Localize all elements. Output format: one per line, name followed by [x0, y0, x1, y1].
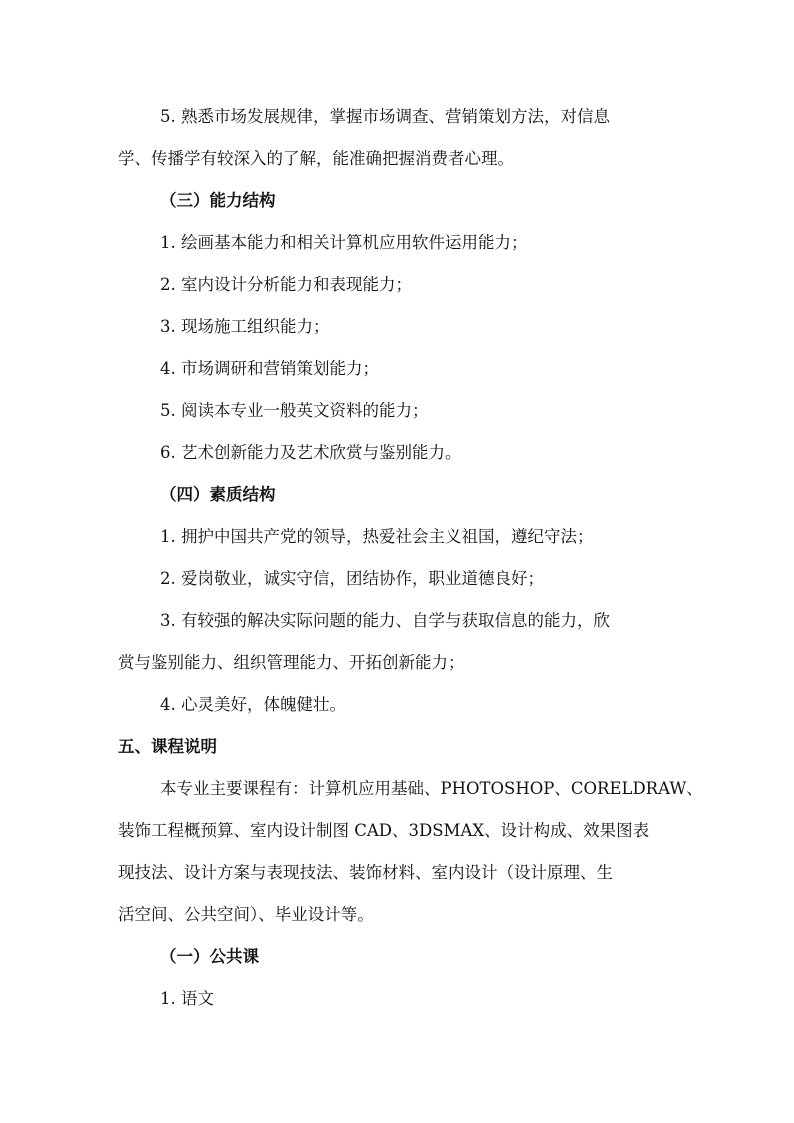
list-item: 3. 有较强的解决实际问题的能力、自学与获取信息的能力，欣: [160, 611, 610, 630]
list-item: 3. 现场施工组织能力；: [160, 317, 330, 336]
chapter-heading: 五、课程说明: [118, 737, 217, 756]
paragraph-line: 本专业主要课程有：计算机应用基础、PHOTOSHOP、CORELDRAW、: [160, 779, 703, 798]
list-item: 1. 拥护中国共产党的领导，热爱社会主义祖国，遵纪守法；: [160, 527, 594, 546]
list-item-continuation: 赏与鉴别能力、组织管理能力、开拓创新能力；: [118, 653, 465, 672]
list-item: 4. 市场调研和营销策划能力；: [160, 359, 379, 378]
section-heading: （三）能力结构: [160, 191, 276, 210]
list-item: 2. 室内设计分析能力和表现能力；: [160, 275, 412, 294]
list-item: 1. 语文: [160, 989, 214, 1008]
paragraph-line: 学、传播学有较深入的了解，能准确把握消费者心理。: [118, 149, 514, 168]
paragraph-line: 现技法、设计方案与表现技法、装饰材料、室内设计（设计原理、生: [118, 863, 613, 882]
list-item: 2. 爱岗敬业，诚实守信，团结协作，职业道德良好；: [160, 569, 544, 588]
section-heading: （四）素质结构: [160, 485, 276, 504]
list-item: 5. 阅读本专业一般英文资料的能力；: [160, 401, 429, 420]
list-item: 6. 艺术创新能力及艺术欣赏与鉴别能力。: [160, 443, 462, 462]
list-item: 1. 绘画基本能力和相关计算机应用软件运用能力；: [160, 233, 528, 252]
paragraph-line: 装饰工程概预算、室内设计制图 CAD、3DSMAX、设计构成、效果图表: [118, 821, 650, 840]
list-item: 4. 心灵美好，体魄健壮。: [160, 695, 346, 714]
paragraph-line: 5. 熟悉市场发展规律，掌握市场调查、营销策划方法，对信息: [160, 107, 610, 126]
section-heading: （一）公共课: [160, 947, 259, 966]
paragraph-line: 活空间、公共空间）、毕业设计等。: [118, 905, 374, 924]
